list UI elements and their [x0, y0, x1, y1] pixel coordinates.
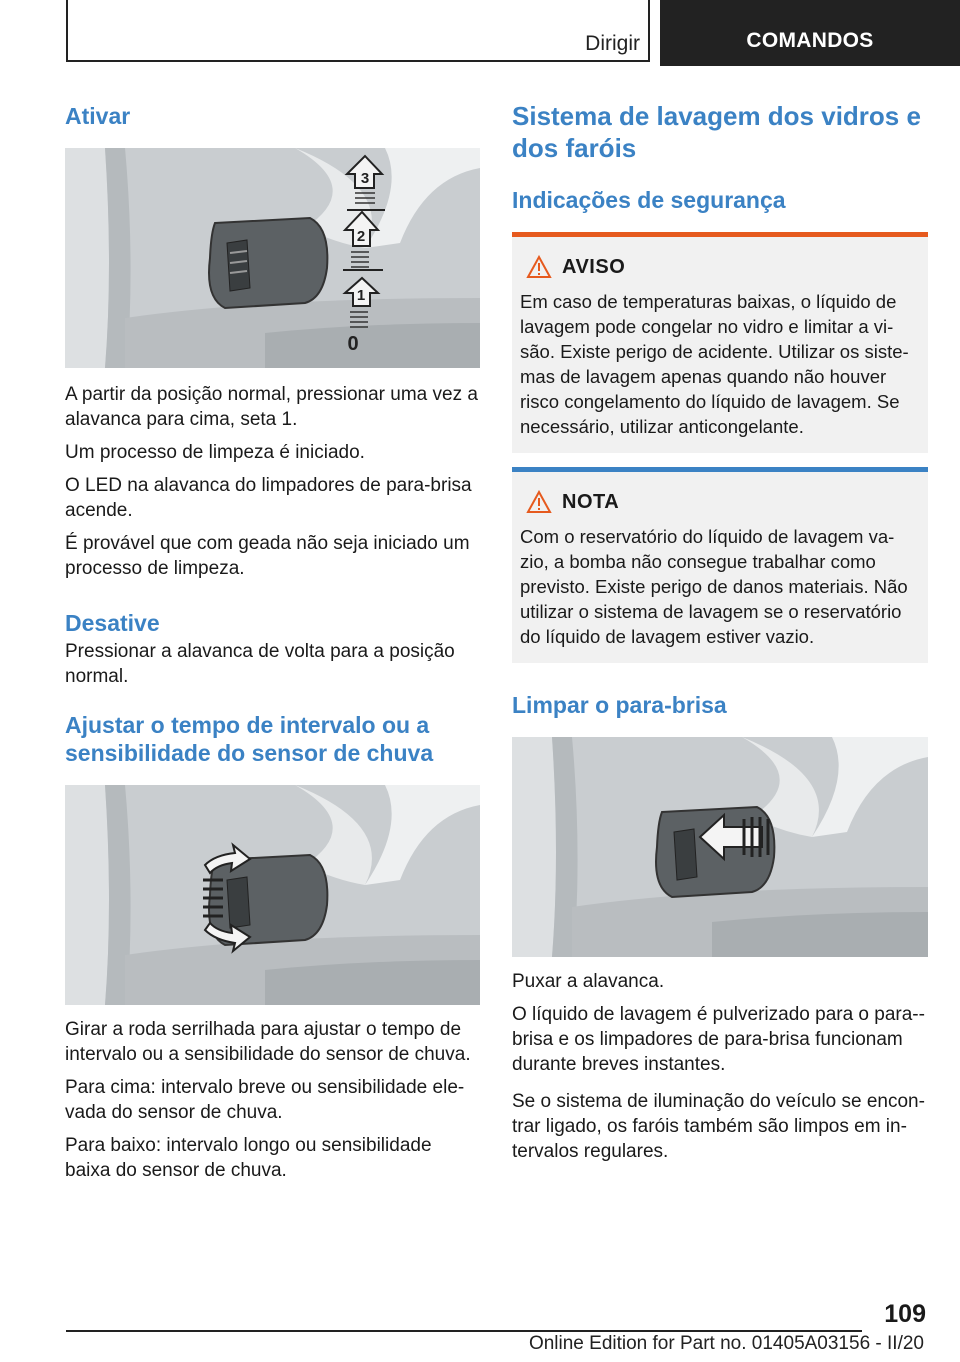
figure-lever-up — [65, 148, 480, 368]
safety-heading: Indicações de segurança — [512, 187, 786, 213]
nota-box — [512, 467, 928, 663]
heading-desative: Desative — [65, 610, 160, 637]
ajustar-paragraph: Girar a roda serrilhada para ajustar o tempo de intervalo ou a sensibilidade do sensor de chuva. — [65, 1019, 471, 1066]
footer-rule — [66, 1330, 862, 1332]
limpar-paragraph: Se o sistema de iluminação do veículo se encon-trar ligado, os faróis também são limpos em in-tervalos regulares. — [512, 1091, 925, 1163]
aviso-box — [512, 232, 928, 453]
limpar-paragraph: Puxar a alavanca. — [512, 971, 665, 993]
fig-label-1: 1 — [356, 287, 366, 305]
warning-triangle-icon — [526, 255, 552, 279]
lever — [209, 218, 327, 308]
fig-label-0: 0 — [347, 333, 359, 356]
warning-triangle-icon — [526, 490, 552, 514]
figure-lever-pull — [512, 737, 928, 957]
aviso-text: Em caso de temperaturas baixas, o líquido de lavagem pode congelar no vidro e limitar a vi-são. Existe perigo de acidente. Utilizar os siste-mas de lavagem apenas quando não houver risco congelamento do líquido de lavagem. Se necessário, utilizar anticongelante. — [520, 291, 909, 438]
section-title: Sistema de lavagem dos vidros e dos faróis — [512, 101, 921, 163]
chapter-tab: COMANDOS — [660, 0, 960, 66]
ajustar-paragraph: Para baixo: intervalo longo ou sensibilidade baixa do sensor de chuva. — [65, 1135, 432, 1182]
aviso-label: AVISO — [562, 255, 626, 278]
nota-label: NOTA — [562, 490, 620, 513]
edition-note: Online Edition for Part no. 01405A03156 - II/20 — [528, 1333, 924, 1354]
heading-ativar: Ativar — [65, 103, 131, 129]
ativar-paragraph: É provável que com geada não seja iniciado um processo de limpeza. — [65, 533, 470, 580]
fig-label-3: 3 — [360, 170, 370, 188]
nota-text: Com o reservatório do líquido de lavagem va-zio, a bomba não consegue trabalhar como previsto. Existe perigo de danos materiais. Não utilizar o sistema de lavagem se o reservatório do líquido de lavagem estiver vazio. — [520, 526, 908, 648]
limpar-paragraph: O líquido de lavagem é pulverizado para o para--brisa e os limpadores de para-brisa funcionam durante breves instantes. — [512, 1004, 925, 1076]
ativar-paragraph: A partir da posição normal, pressionar uma vez a alavanca para cima, seta 1. — [65, 384, 478, 431]
right-column — [512, 100, 928, 1164]
ajustar-paragraph: Para cima: intervalo breve ou sensibilidade ele-vada do sensor de chuva. — [65, 1077, 465, 1124]
section-label: Dirigir — [585, 32, 640, 55]
heading-ajustar: Ajustar o tempo de intervalo ou a sensibilidade do sensor de chuva — [65, 712, 434, 767]
header-frame — [66, 0, 650, 62]
page-number: 109 — [884, 1300, 926, 1328]
heading-limpar: Limpar o para-brisa — [512, 692, 727, 719]
ativar-paragraph: Um processo de limpeza é iniciado. — [65, 442, 365, 464]
figure-lever-wheel — [65, 785, 480, 1005]
fig-label-2: 2 — [356, 228, 366, 246]
left-column — [65, 100, 480, 1183]
desative-paragraph: Pressionar a alavanca de volta para a posição normal. — [65, 641, 455, 688]
ativar-paragraph: O LED na alavanca do limpadores de para-brisa acende. — [65, 475, 472, 522]
